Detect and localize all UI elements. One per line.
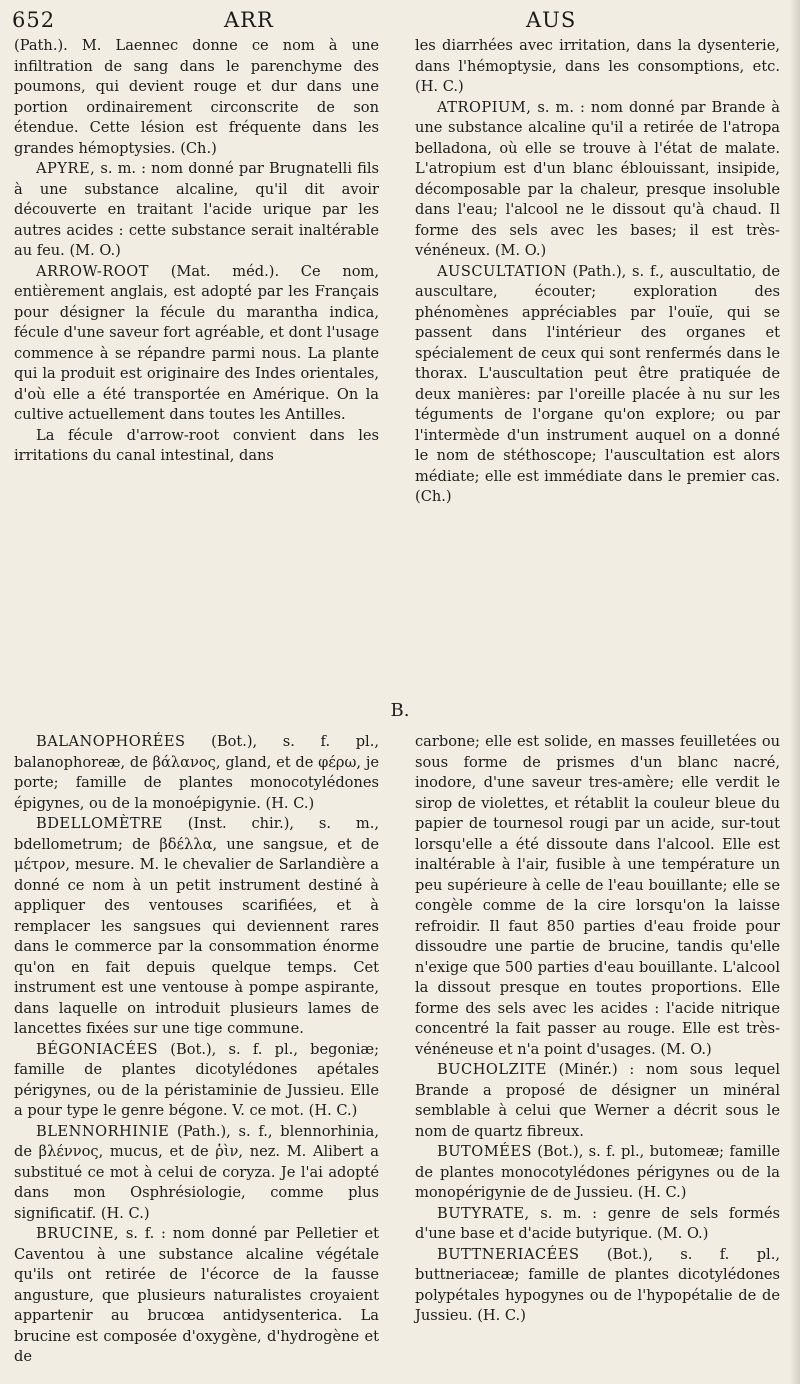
entry-headword: BÉGONIACÉES [36, 1040, 159, 1058]
entry-text: s. f. : nom donné par Pelletier et Caventou à une substance alcaline végétale qu'ils ont retirée de l'écorce de la fausse angusture, que plusieurs naturalistes croyaient appartenir au brucœa antidysenterica. La brucine est composée d'oxygène, d'hydrogène et de [14, 1225, 379, 1365]
column-4 [415, 732, 780, 1327]
page-number: 652 [12, 8, 56, 32]
entry-headword: BRUCINE, [36, 1225, 120, 1242]
entry-headword: BUCHOLZITE [437, 1061, 547, 1078]
entry-text: (Inst. chir.), s. m., bdellometrum; de βδέλλα, une sangsue, et de μέτρον, mesure. M. le chevalier de Sarlandière a donné ce nom à un petit instrument destiné à appliquer des ventouses scarifiées, et à remplacer les sangsues qui deviennent rares dans le commerce par la consommation énorme qu'on en fait depuis quelque temps. Cet instrument est une ventouse à pompe aspirante, dans laquelle on introduit plusieurs lames de lancettes fixées sur une tige commune. [14, 815, 379, 1037]
column-3 [14, 732, 379, 1368]
entry [14, 732, 379, 814]
column-1 [14, 36, 379, 467]
entry [14, 814, 379, 1040]
entry-text: (Minér.) : nom sous lequel Brande a proposé de désigner un minéral semblable à celui que Werner a décrit sous le nom de quartz fibreux. [415, 1061, 780, 1140]
entry [14, 1122, 379, 1225]
entry-headword: BALANOPHORÉES [36, 733, 186, 750]
entry-text: (Bot.), s. f. pl., butomeæ; famille de plantes monocotylédones périgynes ou de la monopérigynie de de Jussieu. (H. C.) [415, 1143, 780, 1201]
entry [415, 1060, 780, 1142]
entry-text: s. m. : nom donné par Brugnatelli fils à une substance alcaline, qu'il dit avoir découverte en traitant l'acide urique par les autres acides : cette substance serait inaltérable au feu. (M. O.) [14, 160, 379, 259]
entry-text: (Bot.), s. f. pl., balanophoreæ, de βάλανος, gland, et de φέρω, je porte; famille de plantes monocotylédones épigynes, ou de la monoépigynie. (H. C.) [14, 733, 379, 812]
entry-headword: AUSCULTATION [437, 262, 567, 280]
entry [415, 1142, 780, 1204]
entry-headword: BUTTNERIACÉES [437, 1245, 580, 1263]
entry-headword: ARROW-ROOT [36, 262, 149, 280]
entry-headword: BUTOMÉES [437, 1143, 532, 1160]
section-letter: B. [390, 700, 410, 721]
running-head-left: ARR [224, 8, 274, 32]
entry-text: (Path.), s. f., blennorhinia, de βλέννος, mucus, et de ῥὶν, nez. M. Alibert a substitué ce mot à celui de coryza. Je l'ai adopté dans mon Osphrésiologie, comme plus significatif. (H. C.) [14, 1122, 379, 1222]
entry-text: La fécule d'arrow-root convient dans les irritations du canal intestinal, dans [14, 426, 379, 464]
entry-text: (Path.), s. f., auscultatio, de auscultare, écouter; exploration des phénomènes appréciables par l'ouïe, qui se passent dans l'intérieur des organes et spécialement de ceux qui sont renfermés dans le thorax. L'auscultation peut être pratiquée de deux manières: par l'oreille placée à nu sur les téguments de l'organe qu'on explore; ou par l'intermède d'un instrument auquel on a donné le nom de stéthoscope; l'auscultation est alors médiate; elle est immédiate dans le premier cas. (Ch.) [415, 262, 780, 505]
entry-headword: BUTYRATE, [437, 1204, 530, 1222]
entry-text: (Path.). M. Laennec donne ce nom à une infiltration de sang dans le parenchyme des poumons, qui devient rouge et dur dans une portion ordinairement circonscrite de son étendue. Cette lésion est fréquente dans les grandes hémoptysies. (Ch.) [14, 37, 379, 157]
entry [14, 159, 379, 262]
entry [14, 1040, 379, 1122]
entry-text: s. m. : nom donné par Brande à une substance alcaline qu'il a retirée de l'atropa belladona, où elle se trouve à l'état de malate. L'atropium est d'un blanc éblouissant, insipide, décomposable par la chaleur, presque insoluble dans l'eau; l'alcool ne le dissout qu'à chaud. Il forme des sels avec les bases; il est très-vénéneux. (M. O.) [415, 98, 780, 259]
entry-headword: APYRE, [36, 160, 96, 177]
running-head-right: AUS [526, 8, 577, 32]
entry-text: (Mat. méd.). Ce nom, entièrement anglais, est adopté par les Français pour désigner la fécule du marantha indica, fécule d'une saveur fort agréable, et dont l'usage commence à se répandre parmi nous. La plante qui la produit est originaire des Indes orientales, d'où elle a été transportée en Amérique. On la cultive actuellement dans toutes les Antilles. [14, 262, 379, 423]
entry [14, 1224, 379, 1368]
entry-text: carbone; elle est solide, en masses feuilletées ou sous forme de prismes d'un blanc nacré, inodore, d'une saveur tres-amère; elle verdit le sirop de violettes, et rétablit la couleur bleue du papier de tournesol rougi par un acide, sur-tout lorsqu'elle a été dissoute dans l'alcool. Elle est inaltérable à l'air, fusible à une température un peu supérieure à celle de l'eau bouillante; elle se congèle comme de la cire lorsqu'on la laisse refroidir. Il faut 850 parties d'eau froide pour dissoudre une partie de brucine, tandis qu'elle n'exige que 500 parties d'eau bouillante. L'alcool la dissout presque en toutes proportions. Elle forme des sels avec les acides : l'acide nitrique concentré la fait passer au rouge. Elle est très-vénéneuse et n'a point d'usages. (M. O.) [415, 733, 780, 1058]
entry-text: les diarrhées avec irritation, dans la dysenterie, dans l'hémoptysie, dans les consomptions, etc. (H. C.) [415, 37, 780, 95]
entry [415, 1204, 780, 1245]
page-edge-shadow [790, 0, 800, 1384]
entry-text: (Bot.), s. f. pl., buttneriaceæ; famille de plantes dicotylédones polypétales hypogynes ou de l'hypopétalie de de Jussieu. (H. C.) [415, 1245, 780, 1324]
entry [415, 98, 780, 262]
column-2 [415, 36, 780, 508]
entry-text: (Bot.), s. f. pl., begoniæ; famille de plantes dicotylédones apétales périgynes, ou de la péristaminie de Jussieu. Elle a pour type le genre bégone. V. ce mot. (H. C.) [14, 1040, 379, 1119]
entry-text: s. m. : genre de sels formés d'une base et d'acide butyrique. (M. O.) [415, 1204, 780, 1242]
entry [415, 1245, 780, 1327]
entry-headword: ATROPIUM, [437, 98, 532, 116]
entry [415, 262, 780, 508]
entry [14, 262, 379, 426]
entry-headword: BDELLOMÈTRE [36, 815, 163, 832]
entry-headword: BLENNORHINIE [36, 1122, 170, 1140]
